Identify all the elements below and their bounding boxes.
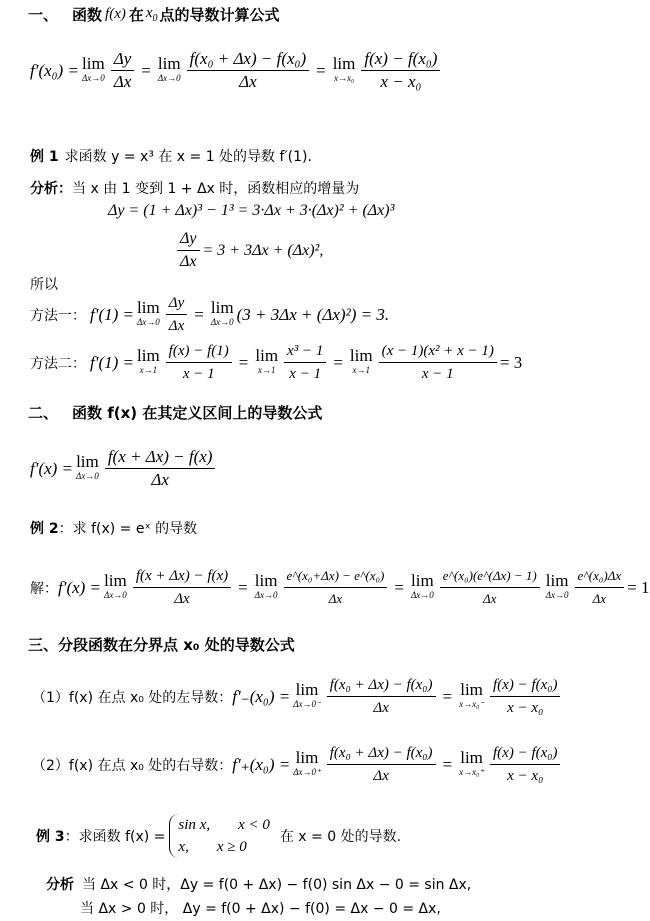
formula-2-limit: lim Δx→0 (76, 451, 99, 481)
method-2-limit-b: lim x→1 (255, 345, 279, 375)
method-1-fraction: $\frac{\Delta y}{\Delta x}$ (166, 292, 187, 337)
method-2-fraction-2: $\frac{\text{x³ − 1}}{x - 1}$ (284, 340, 326, 385)
section-1-func-symbol: f(x) (105, 6, 126, 22)
right-derivative-fraction-2: $\frac{\text{f(x) − f(x₀)}}{\text{x − x₀}}$ (490, 742, 560, 787)
right-derivative-lhs: f′₊(x₀) = (232, 754, 291, 774)
solution-2-fraction-1: $\frac{f(x + \Delta x) - f(x)}{\Delta x}$ (133, 565, 231, 610)
solution-2-limit-c: lim Δx→0 (410, 570, 434, 600)
method-1-label: 方法一： (30, 307, 86, 324)
left-derivative-fraction-2: $\frac{\text{f(x) − f(x₀)}}{\text{x − x₀}}$ (490, 674, 560, 719)
example-2-label: 例 2 (30, 521, 59, 537)
method-2-fraction-3: $\frac{\text{(x − 1)(x² + x − 1)}}{x - 1}$ (379, 340, 497, 385)
section-1-heading-mid: 在 (128, 6, 144, 24)
formula-1-lhs: f′(x₀) = (30, 60, 79, 80)
case-1-expr: sin x, (178, 817, 211, 833)
left-derivative-label: （1）f(x) 在点 x₀ 处的左导数： (32, 689, 233, 706)
right-derivative-fraction-1: $\frac{\text{f(x₀ + Δx) − f(x₀)}}{\Delta x}$ (327, 742, 436, 787)
left-derivative: （1）f(x) 在点 x₀ 处的左导数： f′₋(x₀) = lim Δx→0⁻ $\frac{\text{f(x₀ + Δx) − f(x₀)}}{\Delta x}$ = lim x→x₀⁻ $\frac{\text{f(x) − f(x₀)}}{\text{x − x₀}}$ (32, 674, 563, 719)
method-2-label: 方法二： (30, 355, 86, 372)
method-1-limit-b: lim Δx→0 (210, 297, 234, 327)
analysis-1-line2-rhs: = 3 + 3Δx + (Δx)², (202, 241, 324, 259)
solution-2-label: 解： (30, 580, 58, 597)
example-1-label: 例 1 (30, 149, 59, 165)
solution-2-lhs: f′(x) = (58, 577, 102, 597)
left-derivative-limit-a: lim Δx→0⁻ (293, 679, 321, 709)
right-derivative: （2）f(x) 在点 x₀ 处的右导数： f′₊(x₀) = lim Δx→0⁺ $\frac{\text{f(x₀ + Δx) − f(x₀)}}{\Delta x}$ = lim x→x₀⁺ $\frac{\text{f(x) − f(x₀)}}{\text{x − x₀}}$ (32, 742, 563, 787)
piecewise-cases (169, 814, 275, 858)
limit-1: lim Δx→0 (81, 53, 105, 83)
analysis-3-line2: 当 Δx > 0 时， Δy = f(0 + Δx) − f(0) = Δx − 0 = Δx, (80, 901, 441, 917)
left-derivative-lhs: f′₋(x₀) = (232, 686, 291, 706)
suoyi-text: 所以 (30, 277, 58, 293)
example-1-text: 求函数 y = x³ 在 x = 1 处的导数 f′(1). (64, 149, 312, 165)
example-3-post: 在 x = 0 处的导数. (279, 829, 402, 845)
limit-3: lim x→x₀ (332, 53, 356, 83)
solution-2-fraction-4: $\frac{\text{e\textasciicircum{}(x₀)Δx}}{\Delta x}$ (575, 565, 625, 610)
formula-2-fraction: $\frac{f(x + \Delta x) - f(x)}{\Delta x}$ (105, 446, 216, 491)
formula-2-lhs: f′(x) = (30, 458, 74, 478)
right-derivative-limit-a: lim Δx→0⁺ (293, 747, 321, 777)
analysis-1-intro (30, 178, 359, 198)
analysis-1-text: 当 x 由 1 变到 1 + Δx 时，函数相应的增量为 (72, 181, 360, 197)
method-1: 方法一： f′(1) = lim Δx→0 $\frac{\Delta y}{\Delta x}$ = lim Δx→0 (3 + 3Δx + (Δx)²) = 3. (30, 292, 389, 337)
method-2-limit-c: lim x→1 (349, 345, 373, 375)
method-2-result: = 3 (499, 352, 523, 372)
case-2-expr: x, (178, 839, 189, 855)
section-1-heading-post: 点的导数计算公式 (159, 6, 280, 24)
example-2-text: ：求 f(x) = eˣ 的导数 (58, 521, 198, 537)
section-2-heading (28, 402, 322, 423)
fraction-difference: $\frac{\text{f(x) − f(x₀)}}{\text{x − x₀}}$ (361, 48, 440, 93)
solution-2-limit-b: lim Δx→0 (254, 570, 278, 600)
example-3-title (36, 814, 401, 858)
case-1-cond: x < 0 (238, 817, 270, 833)
case-2-cond: x ≥ 0 (216, 839, 247, 855)
section-2-title: 函数 f(x) 在其定义区间上的导数公式 (72, 404, 323, 422)
example-2-title (30, 518, 197, 538)
fraction-increment: $\frac{\text{f(x₀ + Δx) − f(x₀)}}{\Delta x}$ (187, 48, 309, 93)
method-2-lhs: f′(1) = (90, 352, 134, 372)
method-2-fraction-1: $\frac{f(x) - f(1)}{x - 1}$ (166, 340, 232, 385)
method-1-limit-a: lim Δx→0 (137, 297, 160, 327)
solution-2: 解： f′(x) = lim Δx→0 $\frac{f(x + \Delta x) - f(x)}{\Delta x}$ = lim Δx→0 $\frac{\text{e\textasciicircum{}(x₀+Δx) − e\textasciicircum{}(x₀)}}{\Delta x}$ = lim Δx→0 $\frac{\text{e\textasciicircum{}(x₀)(e\textasciicircum{}(Δx) − 1)}}{\Delta x}$ lim Δx→0 $\frac{\text{e\textasciicircum{}(x₀)Δx}}{\Delta x}$ = 1 (30, 565, 649, 610)
method-2: 方法二： f′(1) = lim x→1 $\frac{f(x) - f(1)}{x - 1}$ = lim x→1 $\frac{\text{x³ − 1}}{x - 1}$ = lim x→1 $\frac{\text{(x − 1)(x² + x − 1)}}{x - 1}$ = 3 (30, 340, 522, 385)
left-derivative-limit-b: lim x→x₀⁻ (459, 679, 484, 709)
example-3-label: 例 3 (36, 829, 65, 845)
fraction-dy-dx: $\frac{\Delta y}{\Delta x}$ (111, 48, 135, 93)
left-derivative-fraction-1: $\frac{\text{f(x₀ + Δx) − f(x₀)}}{\Delta x}$ (327, 674, 436, 719)
example-3-pre: ：求函数 f(x) = (64, 829, 166, 845)
analysis-1-line2 (174, 228, 323, 273)
method-1-rhs: (3 + 3Δx + (Δx)²) = 3. (236, 304, 390, 324)
analysis-3-line1: 当 Δx < 0 时，Δy = f(0 + Δx) − f(0) sin Δx − 0 = sin Δx, (82, 877, 472, 893)
analysis-1-label: 分析： (30, 181, 72, 197)
fraction-dy-dx-2: $\frac{\Delta y}{\Delta x}$ (177, 228, 200, 273)
method-1-lhs: f′(1) = (90, 304, 134, 324)
right-derivative-limit-b: lim x→x₀⁺ (459, 747, 484, 777)
analysis-3-label: 分析 (46, 877, 74, 893)
section-1-heading-pre: 函数 (72, 6, 103, 24)
limit-2: lim Δx→0 (157, 53, 181, 83)
analysis-1-line1: Δy = (1 + Δx)³ − 1³ = 3·Δx + 3·(Δx)² + (Δx)³ (108, 202, 395, 219)
method-2-limit-a: lim x→1 (137, 345, 160, 375)
formula-derivative-at-point: f′(x₀) = lim Δx→0 $\frac{\Delta y}{\Delta x}$ = lim Δx→0 $\frac{\text{f(x₀ + Δx) − f(x₀)}}{\Delta x}$ = lim x→x₀ $\frac{\text{f(x) − f(x₀)}}{\text{x − x₀}}$ (30, 48, 443, 93)
solution-2-limit-a: lim Δx→0 (104, 570, 127, 600)
right-derivative-label: （2）f(x) 在点 x₀ 处的右导数： (32, 757, 233, 774)
solution-2-fraction-3: $\frac{\text{e\textasciicircum{}(x₀)(e\textasciicircum{}(Δx) − 1)}}{\Delta x}$ (440, 565, 540, 610)
formula-derivative-interval (30, 446, 218, 491)
section-1-number: 一、 (28, 6, 59, 24)
section-2-number: 二、 (28, 404, 59, 422)
example-1-title (30, 146, 312, 166)
solution-2-limit-d: lim Δx→0 (545, 570, 569, 600)
solution-2-fraction-2: $\frac{\text{e\textasciicircum{}(x₀+Δx) − e\textasciicircum{}(x₀)}}{\Delta x}$ (284, 565, 388, 610)
analysis-3-line1-row (46, 874, 471, 894)
section-1-point-symbol: $x_0$ (145, 5, 158, 24)
section-3-heading: 三、分段函数在分界点 x₀ 处的导数公式 (28, 636, 295, 654)
section-1-heading (28, 4, 280, 25)
solution-2-result: = 1 (627, 577, 650, 597)
